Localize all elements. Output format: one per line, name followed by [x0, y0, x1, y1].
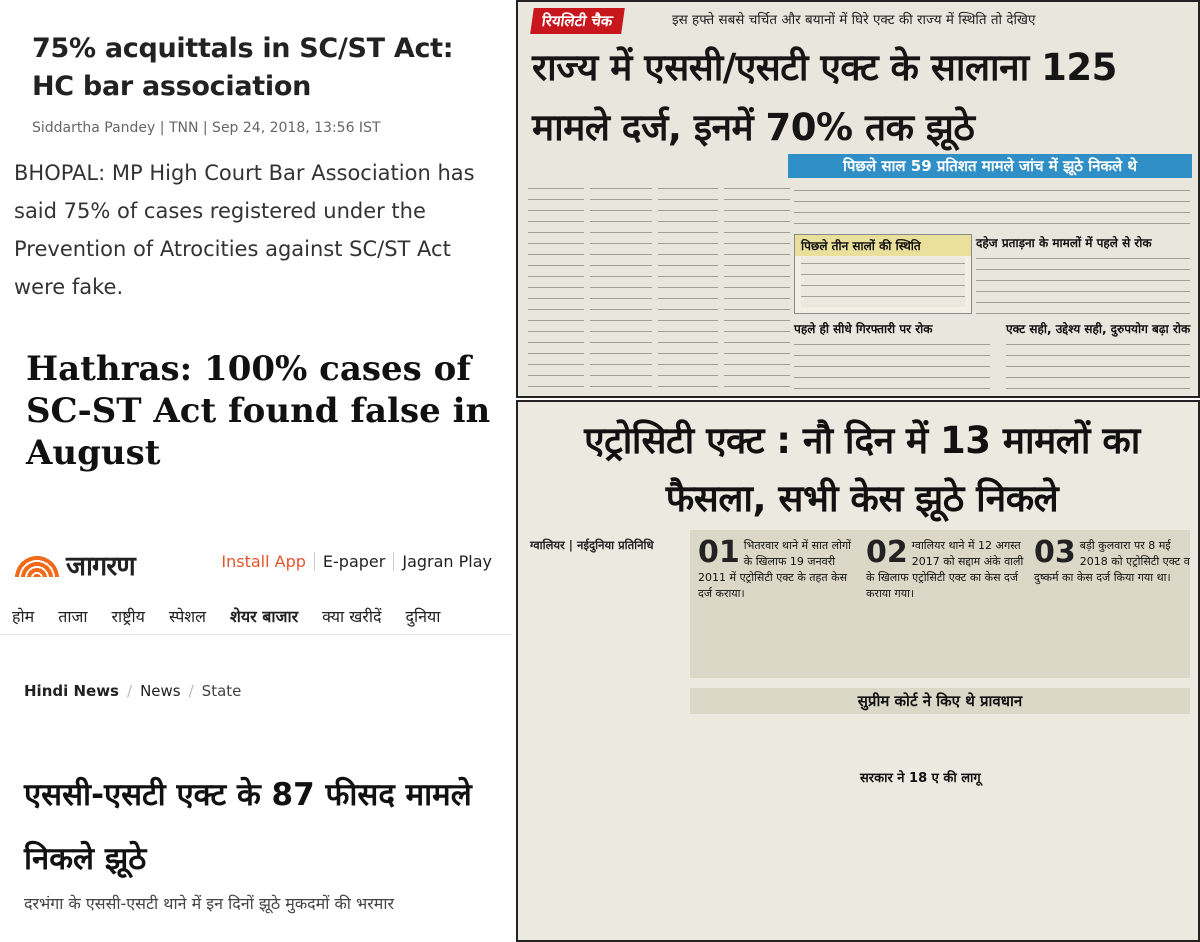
nav-item-latest[interactable]: ताजा [58, 607, 88, 626]
brand-name: जागरण [66, 551, 135, 582]
epaper-link[interactable]: E-paper [314, 552, 393, 571]
newspaper-subheadline: पिछले साल 59 प्रतिशत मामले जांच में झूठे निकले थे [788, 154, 1192, 178]
breadcrumb-hindi-news[interactable]: Hindi News [24, 682, 119, 700]
stats-table [794, 234, 972, 314]
jagran-play-link[interactable]: Jagran Play [393, 552, 500, 571]
newspaper-kicker: इस हफ्ते सबसे चर्चित और बयानों में घिरे एक्ट की राज्य में स्थिति तो देखिए [672, 12, 1036, 28]
jagran-logo[interactable] [14, 546, 135, 583]
section-subtitle: सरकार ने 18 ए की लागू [860, 771, 981, 786]
article-body: BHOPAL: MP High Court Bar Association has said 75% of cases registered under the Prevention of Atrocities against SC/ST Act were fake. [14, 161, 475, 299]
article-headline: एससी-एसटी एक्ट के 87 फीसद मामले निकले झूठे [24, 776, 472, 877]
case-number: 02 [866, 535, 908, 570]
case-text: भितरवार थाने में सात लोगों के खिलाफ 19 जनवरी 2011 में एट्रोसिटी एक्ट के तहत केस दर्ज कराया। [698, 539, 852, 600]
case-number: 03 [1034, 535, 1076, 570]
article-headline: Hathras: 100% cases of SC-ST Act found false in August [26, 349, 491, 473]
body-text-columns [528, 182, 808, 392]
section-column-1 [518, 782, 668, 942]
breadcrumb-news[interactable]: News [140, 682, 181, 700]
case-card-03 [1034, 535, 1194, 678]
clip-reality-check-newspaper [516, 0, 1200, 398]
case-number: 01 [698, 535, 740, 570]
table-title: पिछले तीन सालों की स्थिति [795, 235, 971, 256]
article-headline: 75% acquittals in SC/ST Act: HC bar association [32, 33, 454, 102]
article-description: दरभंगा के एससी-एसटी थाने में इन दिनों झूठे मुकदमों की भरमार [24, 894, 395, 913]
nav-item-world[interactable]: दुनिया [405, 607, 441, 626]
nav-item-national[interactable]: राष्ट्रीय [111, 607, 145, 626]
nav-item-share-market[interactable]: शेयर बाजार [230, 607, 299, 626]
clip-jagran-page [0, 516, 512, 942]
breadcrumb: Hindi News / News / State [24, 682, 242, 700]
rising-sun-icon [14, 553, 60, 577]
case-text: ग्वालियर थाने में 12 अगस्त 2017 को सद्दाम अंके वाली के खिलाफ एट्रोसिटी एक्ट का केस दर्ज कराया गया। [866, 539, 1024, 600]
newspaper-dateline: ग्वालियर | नईदुनिया प्रतिनिधि [530, 538, 654, 552]
article-byline: Siddartha Pandey | TNN | Sep 24, 2018, 13:56 IST [32, 120, 381, 136]
footer-right-text [1006, 338, 1190, 392]
case-text: बड़ी कुलवारा पर 8 मई 2018 को एट्रोसिटी एक्ट व दुष्कर्म का केस दर्ज किया गया था। [1034, 539, 1190, 584]
case-cards [690, 530, 1190, 678]
footer-left-text [794, 338, 990, 392]
nav-item-home[interactable]: होम [12, 607, 35, 626]
header-links [213, 552, 500, 571]
footer-story-right: एक्ट सही, उद्देश्य सही, दुरुपयोग बढ़ा रोक [1006, 322, 1191, 336]
nav-item-what-to-buy[interactable]: क्या खरीदें [322, 607, 382, 626]
newspaper-headline: राज्य में एससी/एसटी एक्ट के सालाना 125 मामले दर्ज, इनमें 70% तक झूठे [532, 46, 1117, 149]
clip-hathras-article [0, 336, 512, 514]
clip-atrocity-newspaper [516, 400, 1200, 942]
case-card-02 [866, 535, 1026, 678]
case-card-01 [698, 535, 858, 678]
nav-item-special[interactable]: स्पेशल [168, 607, 207, 626]
breadcrumb-state[interactable]: State [201, 682, 242, 700]
main-nav [0, 598, 512, 635]
install-app-link[interactable]: Install App [221, 552, 306, 571]
section-title: सुप्रीम कोर्ट ने किए थे प्रावधान [690, 688, 1190, 714]
newspaper-headline: एट्रोसिटी एक्ट : नौ दिन में 13 मामलों का फैसला, सभी केस झूठे निकले [584, 419, 1140, 520]
subheadline-body-text [794, 184, 1190, 228]
reality-check-tag: रियलिटी चैक [530, 8, 624, 34]
clip-toi-article [0, 0, 512, 332]
side-story-title: दहेज प्रताड़ना के मामलों में पहले से रोक [976, 234, 1190, 251]
footer-story-left: पहले ही सीधे गिरफ्तारी पर रोक [794, 322, 933, 336]
